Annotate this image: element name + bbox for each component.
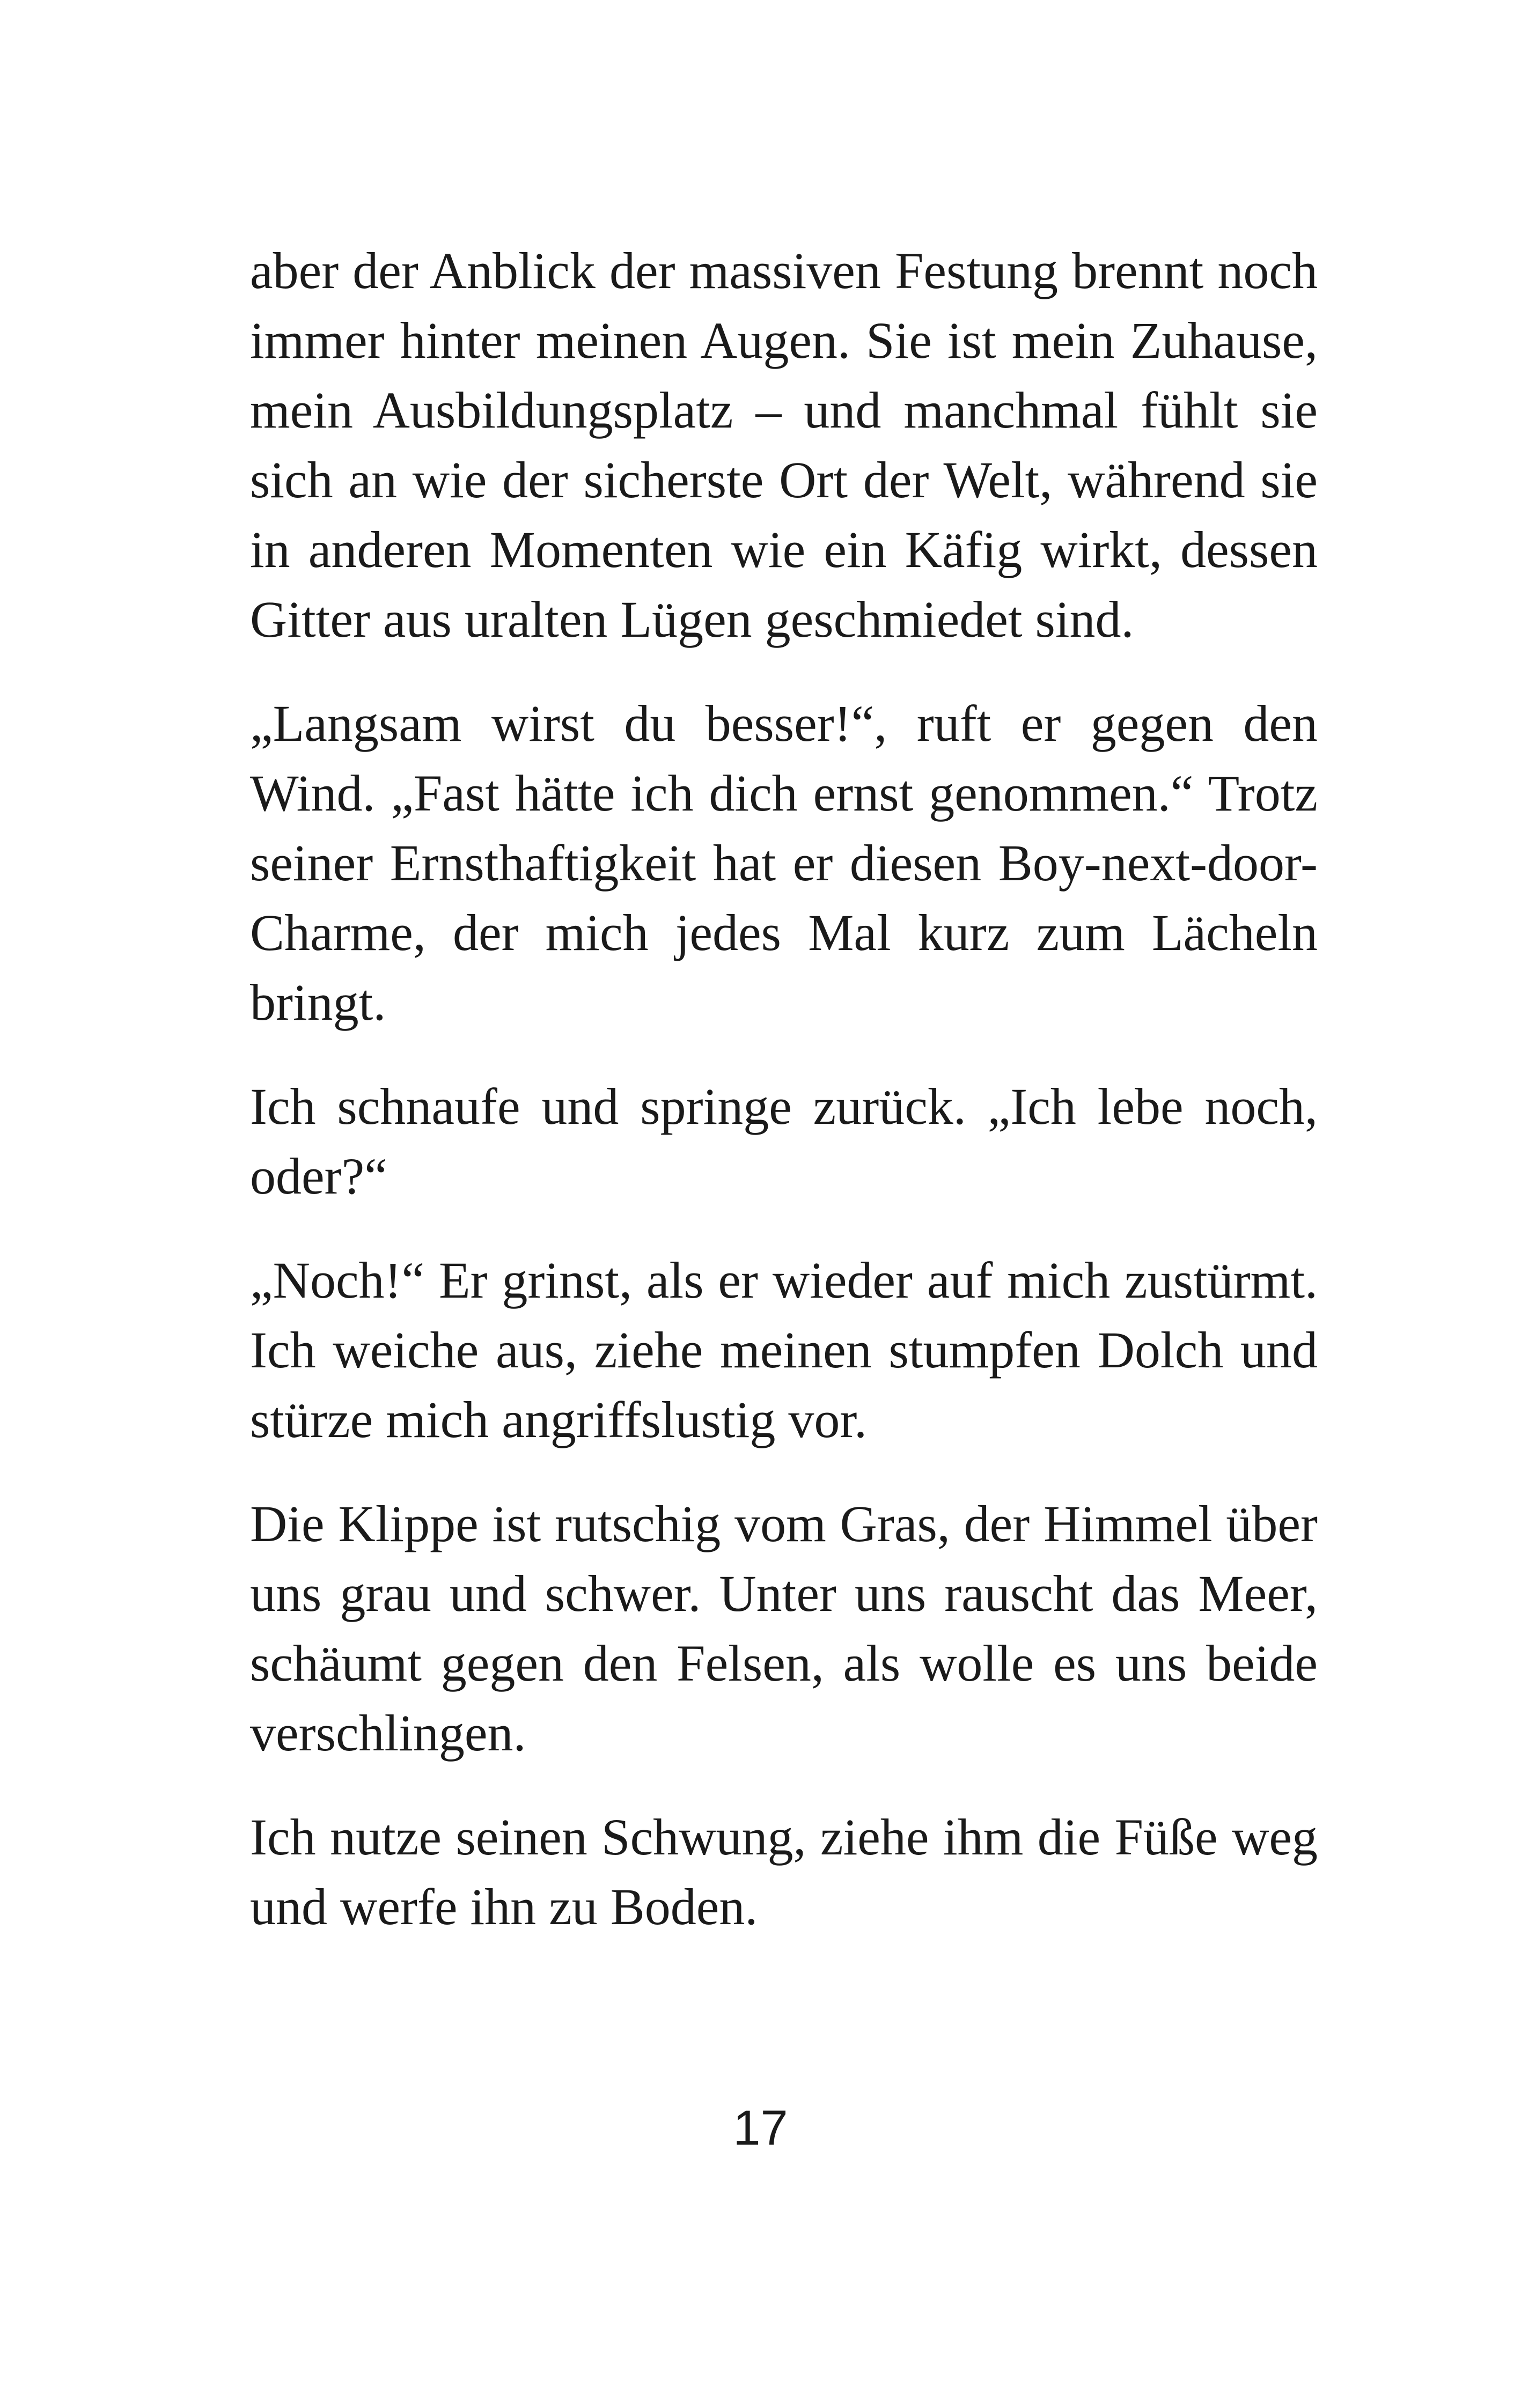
paragraph-3: Ich schnaufe und springe zurück. „Ich lebe noch, oder?“ xyxy=(250,1078,1318,1205)
paragraph-1: aber der Anblick der massiven Festung brennt noch immer hinter meinen Augen. Sie ist mein Zuhause, mein Ausbildungsplatz – und manchmal fühlt sie sich an wie der sicherste Ort der Welt, während sie in anderen Momenten wie ein Käfig wirkt, dessen Gitter aus uralten Lügen geschmiedet sind. xyxy=(250,242,1318,648)
paragraph-5: Die Klippe ist rutschig vom Gras, der Himmel über uns grau und schwer. Unter uns rauscht das Meer, schäumt gegen den Felsen, als wolle es uns beide verschlingen. xyxy=(250,1495,1318,1762)
page-number: 17 xyxy=(733,2101,788,2155)
paragraph-4: „Noch!“ Er grinst, als er wieder auf mich zustürmt. Ich weiche aus, ziehe meinen stumpfen Dolch und stürze mich angriffslustig vor. xyxy=(250,1251,1318,1448)
paragraph-2: „Langsam wirst du besser!“, ruft er gegen den Wind. „Fast hätte ich dich ernst genommen.“ Trotz seiner Ernsthaftigkeit hat er diesen Boy-next-door-Charme, der mich jedes Mal kurz zum Lächeln bringt. xyxy=(250,695,1318,1031)
paragraph-6: Ich nutze seinen Schwung, ziehe ihm die Füße weg und werfe ihn zu Boden. xyxy=(250,1808,1318,1935)
body-text xyxy=(250,236,1318,1976)
